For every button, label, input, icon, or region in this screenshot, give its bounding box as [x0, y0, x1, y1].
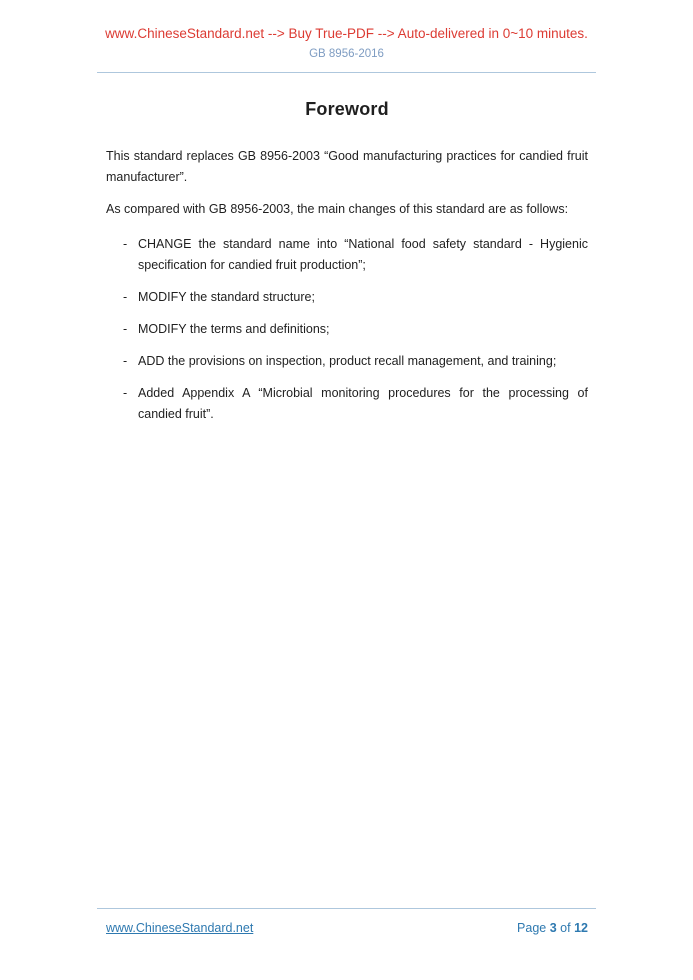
page-indicator	[517, 921, 588, 935]
paragraph: This standard replaces GB 8956-2003 “Good manufacturing practices for candied fruit manufacturer”.	[106, 149, 588, 184]
bullet-dash: -	[123, 322, 128, 336]
standard-code: GB 8956-2016	[309, 48, 384, 60]
change-list	[123, 234, 588, 425]
bullet-dash: -	[123, 237, 128, 251]
page-label: Page	[517, 921, 547, 935]
paragraph: As compared with GB 8956-2003, the main changes of this standard are as follows:	[106, 202, 569, 216]
document-body	[106, 99, 588, 436]
list-item	[123, 383, 588, 425]
page-number: 3	[549, 921, 557, 935]
list-item	[123, 319, 588, 340]
bullet-dash: -	[123, 386, 128, 400]
bullet-dash: -	[123, 290, 128, 304]
list-item-text: MODIFY the terms and definitions;	[138, 322, 330, 336]
page-footer	[106, 921, 588, 935]
of-label: of	[560, 921, 571, 935]
header-divider	[97, 72, 596, 73]
list-item-text: MODIFY the standard structure;	[138, 290, 315, 304]
list-item	[123, 351, 588, 372]
list-item-text: ADD the provisions on inspection, product recall management, and training;	[138, 354, 557, 368]
list-item-text: CHANGE the standard name into “National food safety standard - Hygienic specification for candied fruit production”;	[138, 237, 588, 272]
footer-divider	[97, 908, 596, 909]
promo-banner: www.ChineseStandard.net --> Buy True-PDF --> Auto-delivered in 0~10 minutes.	[105, 26, 588, 41]
page-header	[0, 0, 693, 61]
page-title: Foreword	[305, 99, 389, 119]
list-item	[123, 234, 588, 276]
total-pages: 12	[574, 921, 588, 935]
list-item	[123, 287, 588, 308]
bullet-dash: -	[123, 354, 128, 368]
list-item-text: Added Appendix A “Microbial monitoring procedures for the processing of candied fruit”.	[138, 386, 588, 421]
website-link[interactable]: www.ChineseStandard.net	[106, 921, 254, 935]
